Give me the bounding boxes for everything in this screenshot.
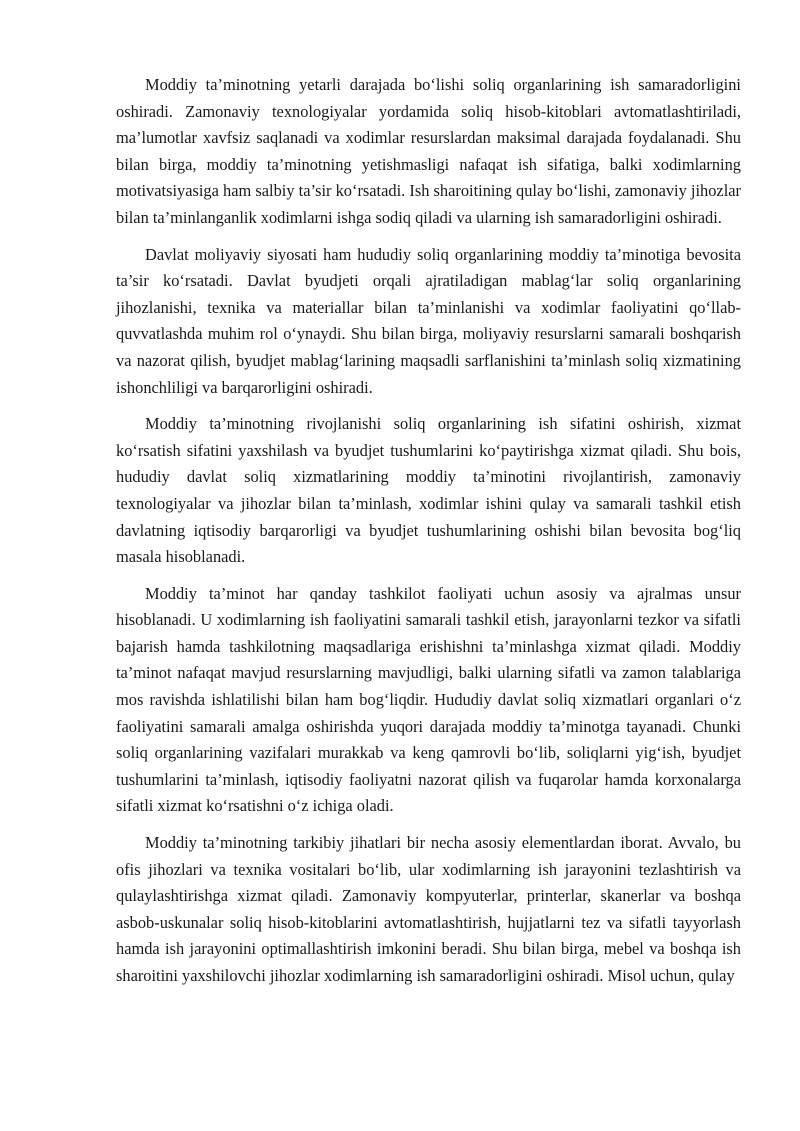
document-page: [116, 72, 741, 990]
paragraph-4: Moddiy ta’minot har qanday tashkilot faoliyati uchun asosiy va ajralmas unsur hisoblanadi. U xodimlarning ish faoliyatini samarali tashkil etish, jarayonlarni tezkor va sifatli bajarish hamda tashkilotning maqsadlariga erishishni ta’minlashga xizmat qiladi. Moddiy ta’minot nafaqat mavjud resurslarning mavjudligi, balki ularning sifatli va zamon talablariga mos ravishda ishlatilishi bilan ham bog‘liqdir. Hududiy davlat soliq xizmatlari organlari o‘z faoliyatini samarali amalga oshirishda yuqori darajada moddiy ta’minotga tayanadi. Chunki soliq organlarining vazifalari murakkab va keng qamrovli bo‘lib, soliqlarni yig‘ish, byudjet tushumlarini ta’minlash, iqtisodiy faoliyatni nazorat qilish va fuqarolar hamda korxonalarga sifatli xizmat ko‘rsatishni o‘z ichiga oladi.: [116, 583, 741, 816]
paragraph-3: Moddiy ta’minotning rivojlanishi soliq organlarining ish sifatini oshirish, xizmat ko‘rsatish sifatini yaxshilash va byudjet tushumlarini ko‘paytirishga xizmat qiladi. Shu bois, hududiy davlat soliq xizmatlarining moddiy ta’minotini rivojlantirish, zamonaviy texnologiyalar va jihozlar bilan ta’minlash, xodimlar ishini qulay va samarali tashkil etish davlatning iqtisodiy barqarorligi va byudjet tushumlarining oshishi bilan bevosita bog‘liq masala hisoblanadi.: [116, 414, 741, 567]
paragraph-1: Moddiy ta’minotning yetarli darajada bo‘lishi soliq organlarining ish samaradorligini oshiradi. Zamonaviy texnologiyalar yordamida soliq hisob-kitoblari avtomatlashtiriladi, ma’lumotlar xavfsiz saqlanadi va xodimlar resurslardan maksimal darajada foydalanadi. Shu bilan birga, moddiy ta’minotning yetishmasligi nafaqat ish sifatiga, balki xodimlarning motivatsiyasiga ham salbiy ta’sir ko‘rsatadi. Ish sharoitining qulay bo‘lishi, zamonaviy jihozlar bilan ta’minlanganlik xodimlarni ishga sodiq qiladi va ularning ish samaradorligini oshiradi.: [116, 75, 741, 227]
paragraph-5: Moddiy ta’minotning tarkibiy jihatlari bir necha asosiy elementlardan iborat. Avvalo, bu ofis jihozlari va texnika vositalari bo‘lib, ular xodimlarning ish jarayonini tezlashtirish va qulaylashtirishga xizmat qiladi. Zamonaviy kompyuterlar, printerlar, skanerlar va boshqa asbob-uskunalar soliq hisob-kitoblarini avtomatlashtirish, hujjatlarni tez va sifatli tayyorlash hamda ish jarayonini optimallashtirish imkonini beradi. Shu bilan birga, mebel va boshqa ish sharoitini yaxshilovchi jihozlar xodimlarning ish samaradorligini oshiradi. Misol uchun, qulay: [116, 833, 741, 985]
paragraph-2: Davlat moliyaviy siyosati ham hududiy soliq organlarining moddiy ta’minotiga bevosita ta’sir ko‘rsatadi. Davlat byudjeti orqali ajratiladigan mablag‘lar soliq organlarining jihozlanishi, texnika va materiallar bilan ta’minlanishi va xodimlar faoliyatini qo‘llab-quvvatlashda muhim rol o‘ynaydi. Shu bilan birga, moliyaviy resurslarni samarali boshqarish va nazorat qilish, byudjet mablag‘larining maqsadli sarflanishini ta’minlash soliq xizmatining ishonchliligi va barqarorligini oshiradi.: [116, 244, 741, 397]
